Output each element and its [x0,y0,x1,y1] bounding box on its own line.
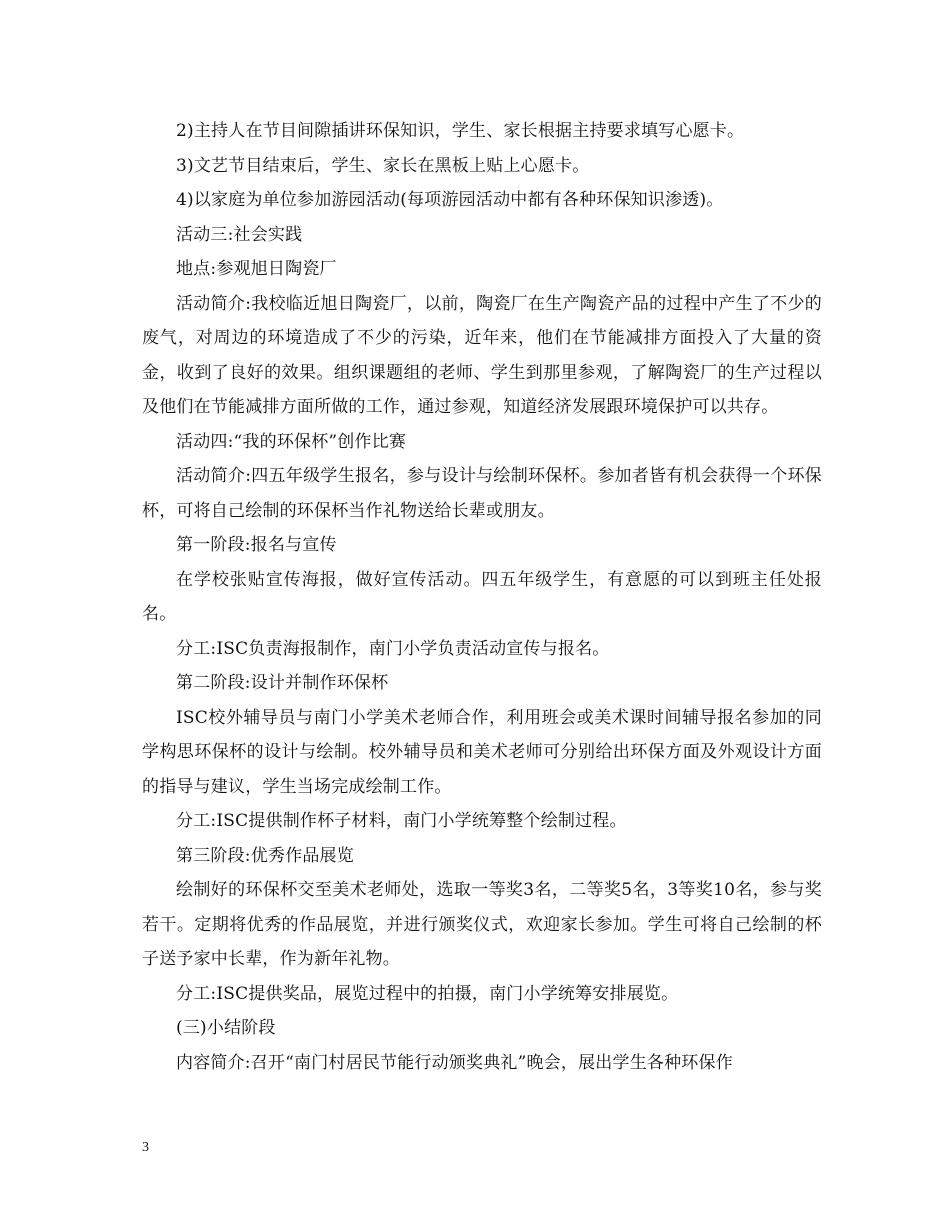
paragraph-host-tips: 2)主持人在节目间隙插讲环保知识，学生、家长根据主持要求填写心愿卡。 [176,121,745,141]
heading-stage-three: 第三阶段:优秀作品展览 [176,845,354,866]
paragraph-stage-one-division: 分工:ISC负责海报制作，南门小学负责活动宣传与报名。 [176,638,610,659]
heading-activity-four: 活动四:“我的环保杯”创作比赛 [176,431,407,452]
paragraph-wish-cards: 3)文艺节目结束后，学生、家长在黑板上贴上心愿卡。 [176,155,590,176]
page-number: 3 [142,1140,149,1155]
document-body [142,114,822,1080]
heading-stage-one: 第一阶段:报名与宣传 [176,535,337,555]
paragraph-summary-intro: 内容简介:召开“南门村居民节能行动颁奖典礼”晚会，展出学生各种环保作 [176,1052,733,1073]
paragraph-activity-three-intro: 活动简介:我校临近旭日陶瓷厂，以前，陶瓷厂在生产陶瓷产品的过程中产生了不少的废气，对周边的环境造成了不少的污染，近年来，他们在节能减排方面投入了大量的资金，收到了良好的效果。组织课题组的老师、学生到那里参观，了解陶瓷厂的生产过程以及他们在节能减排方面所做的工作，通过参观，知道经济发展跟环境保护可以共存。 [142,293,822,417]
paragraph-stage-three-detail: 绘制好的环保杯交至美术老师处，选取一等奖3名，二等奖5名，3等奖10名，参与奖若干。定期将优秀的作品展览，并进行颁奖仪式，欢迎家长参加。学生可将自己绘制的杯子送予家中长辈，作为新年礼物。 [142,880,822,969]
paragraph-stage-one-detail: 在学校张贴宣传海报，做好宣传活动。四五年级学生，有意愿的可以到班主任处报名。 [142,569,822,624]
paragraph-stage-two-division: 分工:ISC提供制作杯子材料，南门小学统筹整个绘制过程。 [176,811,627,831]
heading-activity-three: 活动三:社会实践 [176,224,303,245]
paragraph-stage-three-division: 分工:ISC提供奖品，展览过程中的拍摄，南门小学统筹安排展览。 [176,983,679,1004]
paragraph-location: 地点:参观旭日陶瓷厂 [176,259,337,279]
heading-summary-stage: (三)小结阶段 [176,1018,276,1038]
paragraph-stage-two-detail: ISC校外辅导员与南门小学美术老师合作，利用班会或美术课时间辅导报名参加的同学构思环保杯的设计与绘制。校外辅导员和美术老师可分别给出环保方面及外观设计方面的指导与建议，学生当场完成绘制工作。 [142,707,822,797]
paragraph-garden-party: 4)以家庭为单位参加游园活动(每项游园活动中都有各种环保知识渗透)。 [176,190,724,210]
heading-stage-two: 第二阶段:设计并制作环保杯 [176,673,389,693]
paragraph-activity-four-intro: 活动简介:四五年级学生报名，参与设计与绘制环保杯。参加者皆有机会获得一个环保杯，可将自己绘制的环保杯当作礼物送给长辈或朋友。 [142,466,822,521]
